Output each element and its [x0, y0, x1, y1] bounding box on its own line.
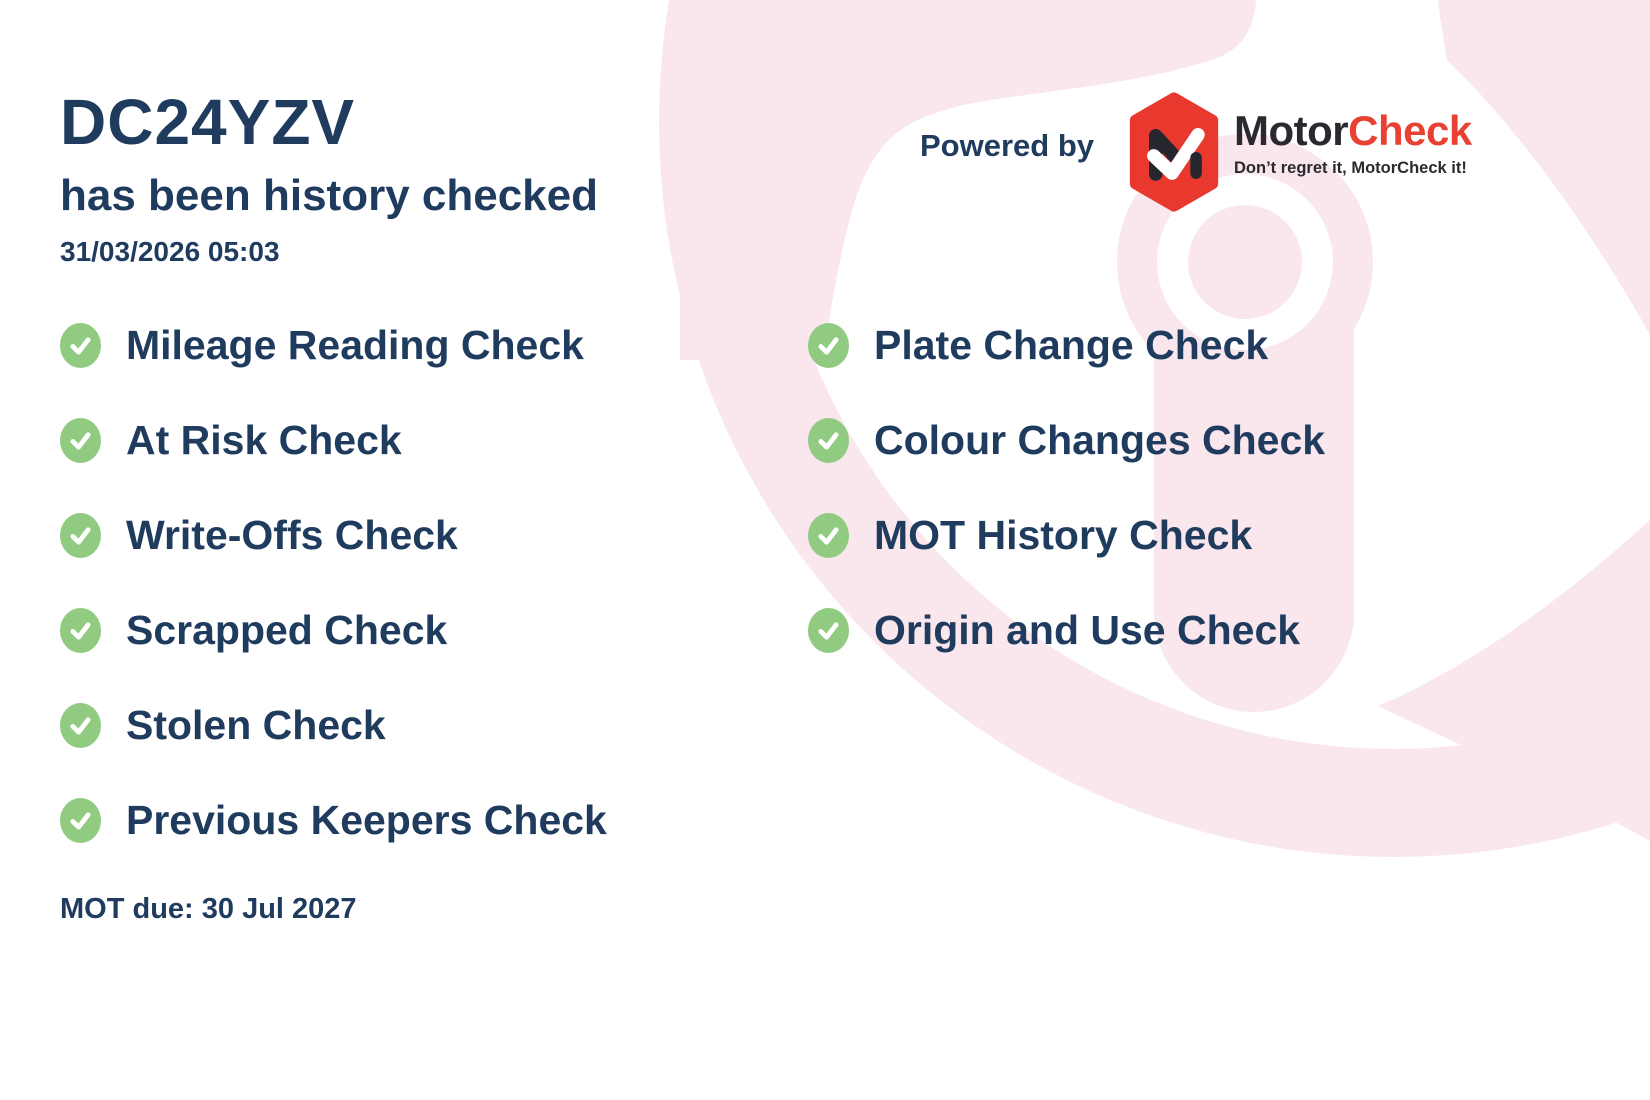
check-list-item [60, 298, 607, 393]
check-circle-icon [808, 323, 849, 368]
check-label: Colour Changes Check [874, 417, 1326, 463]
powered-by-label: Powered by [920, 128, 1094, 163]
check-label: At Risk Check [126, 417, 402, 463]
header [60, 86, 598, 268]
brand-motor: Motor [1234, 107, 1349, 154]
mot-due-label: MOT due: 30 Jul 2027 [60, 893, 357, 925]
check-label: Mileage Reading Check [126, 322, 584, 368]
checks-column-left [60, 298, 607, 868]
check-circle-icon [60, 513, 101, 558]
check-list-item [808, 583, 1325, 678]
check-label: Plate Change Check [874, 322, 1269, 368]
check-label: Origin and Use Check [874, 607, 1301, 653]
check-circle-icon [60, 418, 101, 463]
check-list-item [60, 488, 607, 583]
check-label: Scrapped Check [126, 607, 448, 653]
branding [920, 92, 1560, 222]
check-circle-icon [60, 608, 101, 653]
check-circle-icon [808, 418, 849, 463]
check-list-item [60, 773, 607, 868]
check-label: Write-Offs Check [126, 512, 458, 558]
brand-check: Check [1348, 107, 1472, 154]
check-circle-icon [60, 798, 101, 843]
check-list-item [60, 583, 607, 678]
wordmark-block [1234, 107, 1472, 178]
check-label: MOT History Check [874, 512, 1253, 558]
check-circle-icon [808, 608, 849, 653]
check-label: Previous Keepers Check [126, 797, 607, 843]
check-timestamp: 31/03/2026 05:03 [60, 236, 280, 267]
check-list-item [60, 678, 607, 773]
checks-column-right [808, 298, 1325, 678]
check-list-item [808, 393, 1325, 488]
check-label: Stolen Check [126, 702, 386, 748]
registration-plate: DC24YZV [60, 86, 356, 158]
brand-tagline: Don’t regret it, MotorCheck it! [1234, 159, 1467, 177]
check-circle-icon [808, 513, 849, 558]
check-list-item [808, 488, 1325, 583]
check-list-item [808, 298, 1325, 393]
check-circle-icon [60, 703, 101, 748]
motorcheck-logo-icon [1126, 92, 1222, 212]
check-circle-icon [60, 323, 101, 368]
page-title: has been history checked [60, 171, 598, 220]
brand-wordmark [1234, 107, 1472, 154]
check-list-item [60, 393, 607, 488]
